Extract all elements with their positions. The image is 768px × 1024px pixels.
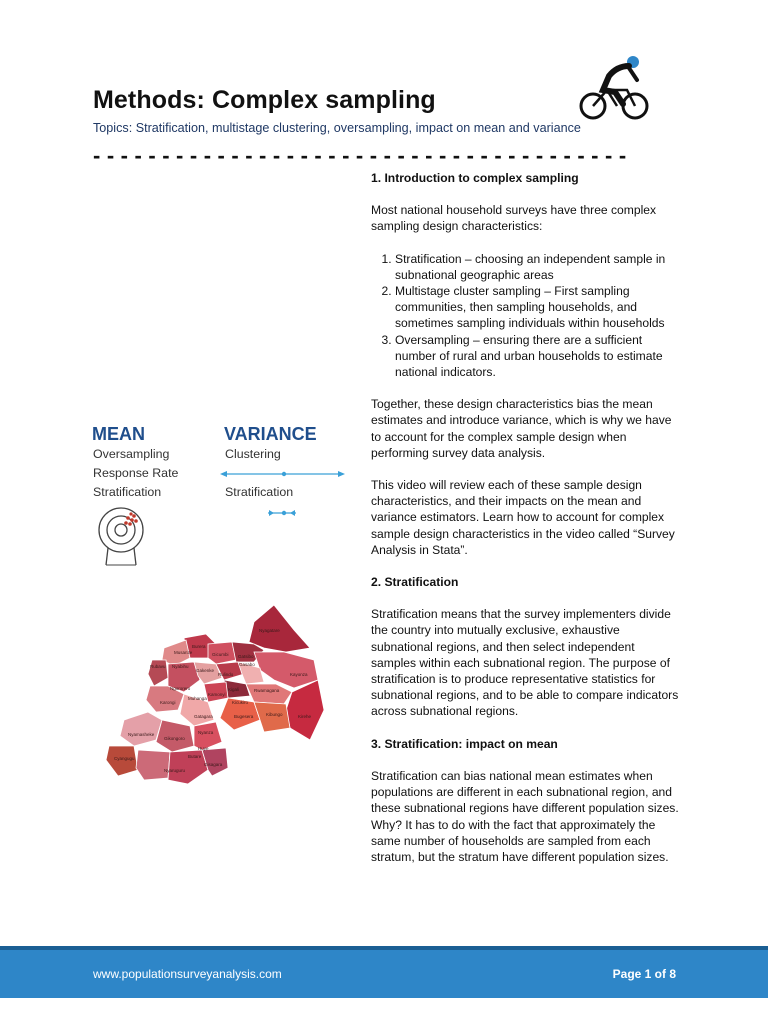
- paragraph: This video will review each of these sample design characteristics, and their impacts on the mean and variance estimators. Learn how to account for complex sample design characteristics in the video called “Survey Analysis in Stata”.: [371, 478, 675, 557]
- mean-item: Response Rate: [93, 466, 179, 480]
- region-label: Kigali: [228, 687, 240, 692]
- region-label: Huye: [198, 746, 209, 751]
- target-icon: [99, 508, 143, 565]
- variance-title: VARIANCE: [224, 424, 317, 444]
- narrow-arrow-icon: [268, 510, 296, 516]
- dashed-divider: - - - - - - - - - - - - - - - - - - - - - - - - - - - - - - - - - - - - - - -: [93, 143, 627, 168]
- section-heading: 3. Stratification: impact on mean: [371, 736, 558, 751]
- variance-item: Stratification: [225, 485, 294, 499]
- district-map: [104, 600, 330, 790]
- region-label: Nyabihu: [172, 664, 189, 669]
- cyclist-icon: [577, 50, 649, 122]
- variance-item: Clustering: [225, 447, 281, 461]
- characteristics-list: [371, 251, 681, 381]
- topics-line: Topics: Stratification, multistage clustering, oversampling, impact on mean and variance: [93, 121, 581, 135]
- body-text-column: [371, 170, 681, 881]
- region-label: Nyagatare: [259, 628, 280, 633]
- region-label: Gisagara: [204, 762, 223, 767]
- region-label: Ngororero: [170, 686, 191, 691]
- paragraph: Together, these design characteristics bias the mean estimates and introduce variance, which is why we have to account for the complex sample design when performing survey data analysis.: [371, 397, 672, 460]
- section-heading: 1. Introduction to complex sampling: [371, 171, 579, 185]
- region-label: Burera: [192, 644, 206, 649]
- paragraph: Stratification means that the survey implementers divide the country into mutually exclusive, exhaustive subnational regions, and then select independent samples within each subnational region. The purpose of stratification is to produce representative statistics for subnational regions, and to be able to compare indicators across subnational regions.: [371, 607, 679, 719]
- mean-title: MEAN: [92, 424, 145, 444]
- list-item: 3. Oversampling – ensuring there are a sufficient number of rural and urban households to estimate national indicators.: [395, 332, 681, 381]
- page-number: Page 1 of 8: [612, 967, 676, 981]
- region-label: Gatagara: [194, 714, 213, 719]
- mean-variance-figure: [92, 420, 357, 570]
- list-item: 2. Multistage cluster sampling – First sampling communities, then sampling households, and sometimes sampling individuals within households: [395, 283, 681, 332]
- region-label: Bugesera: [234, 714, 254, 719]
- region-label: Gakenke: [196, 668, 215, 673]
- paragraph: Most national household surveys have three complex sampling design characteristics:: [371, 203, 657, 234]
- region-label: Kamonyi: [208, 692, 226, 697]
- region-label: Gikongoro: [164, 736, 185, 741]
- website-link[interactable]: www.populationsurveyanalysis.com: [93, 967, 282, 981]
- region-label: Musanze: [174, 650, 193, 655]
- region-label: Butare: [188, 754, 202, 759]
- region-label: Gasabo: [239, 662, 255, 667]
- region-label: Nyanza: [198, 730, 214, 735]
- page-title: Methods: Complex sampling: [93, 86, 436, 114]
- region-label: Kicukiro: [232, 700, 249, 705]
- region-label: Kirehe: [298, 714, 312, 719]
- region-label: Cyangugu: [114, 756, 135, 761]
- region-label: Muhanga: [188, 696, 207, 701]
- mean-variance-graphics: [92, 420, 357, 570]
- wide-arrow-icon: [220, 471, 345, 477]
- list-item: 1. Stratification – choosing an independent sample in subnational geographic areas: [395, 251, 681, 283]
- mean-item: Stratification: [93, 485, 162, 499]
- page-footer: [0, 946, 768, 998]
- region-label: Rwamagana: [254, 688, 280, 693]
- region-label: Gicumbi: [212, 652, 229, 657]
- region-label: Kibungo: [266, 712, 283, 717]
- region-label: Nyaruguru: [164, 768, 186, 773]
- region-label: Rubavu: [150, 664, 166, 669]
- paragraph: Stratification can bias national mean estimates when populations are different in each subnational region, and these subnational regions have different population sizes. Why? It has to do with the fact that approximately the same number of households are sampled from each stratum, but the stratum have different population sizes.: [371, 768, 679, 864]
- region-label: Rulindo: [218, 672, 234, 677]
- region-label: Gatsibo: [238, 654, 254, 659]
- region-label: Nyamasheke: [128, 732, 155, 737]
- section-heading: 2. Stratification: [371, 575, 459, 590]
- mean-item: Oversampling: [93, 447, 170, 461]
- region-label: Karongi: [160, 700, 176, 705]
- region-label: Kayonza: [290, 672, 308, 677]
